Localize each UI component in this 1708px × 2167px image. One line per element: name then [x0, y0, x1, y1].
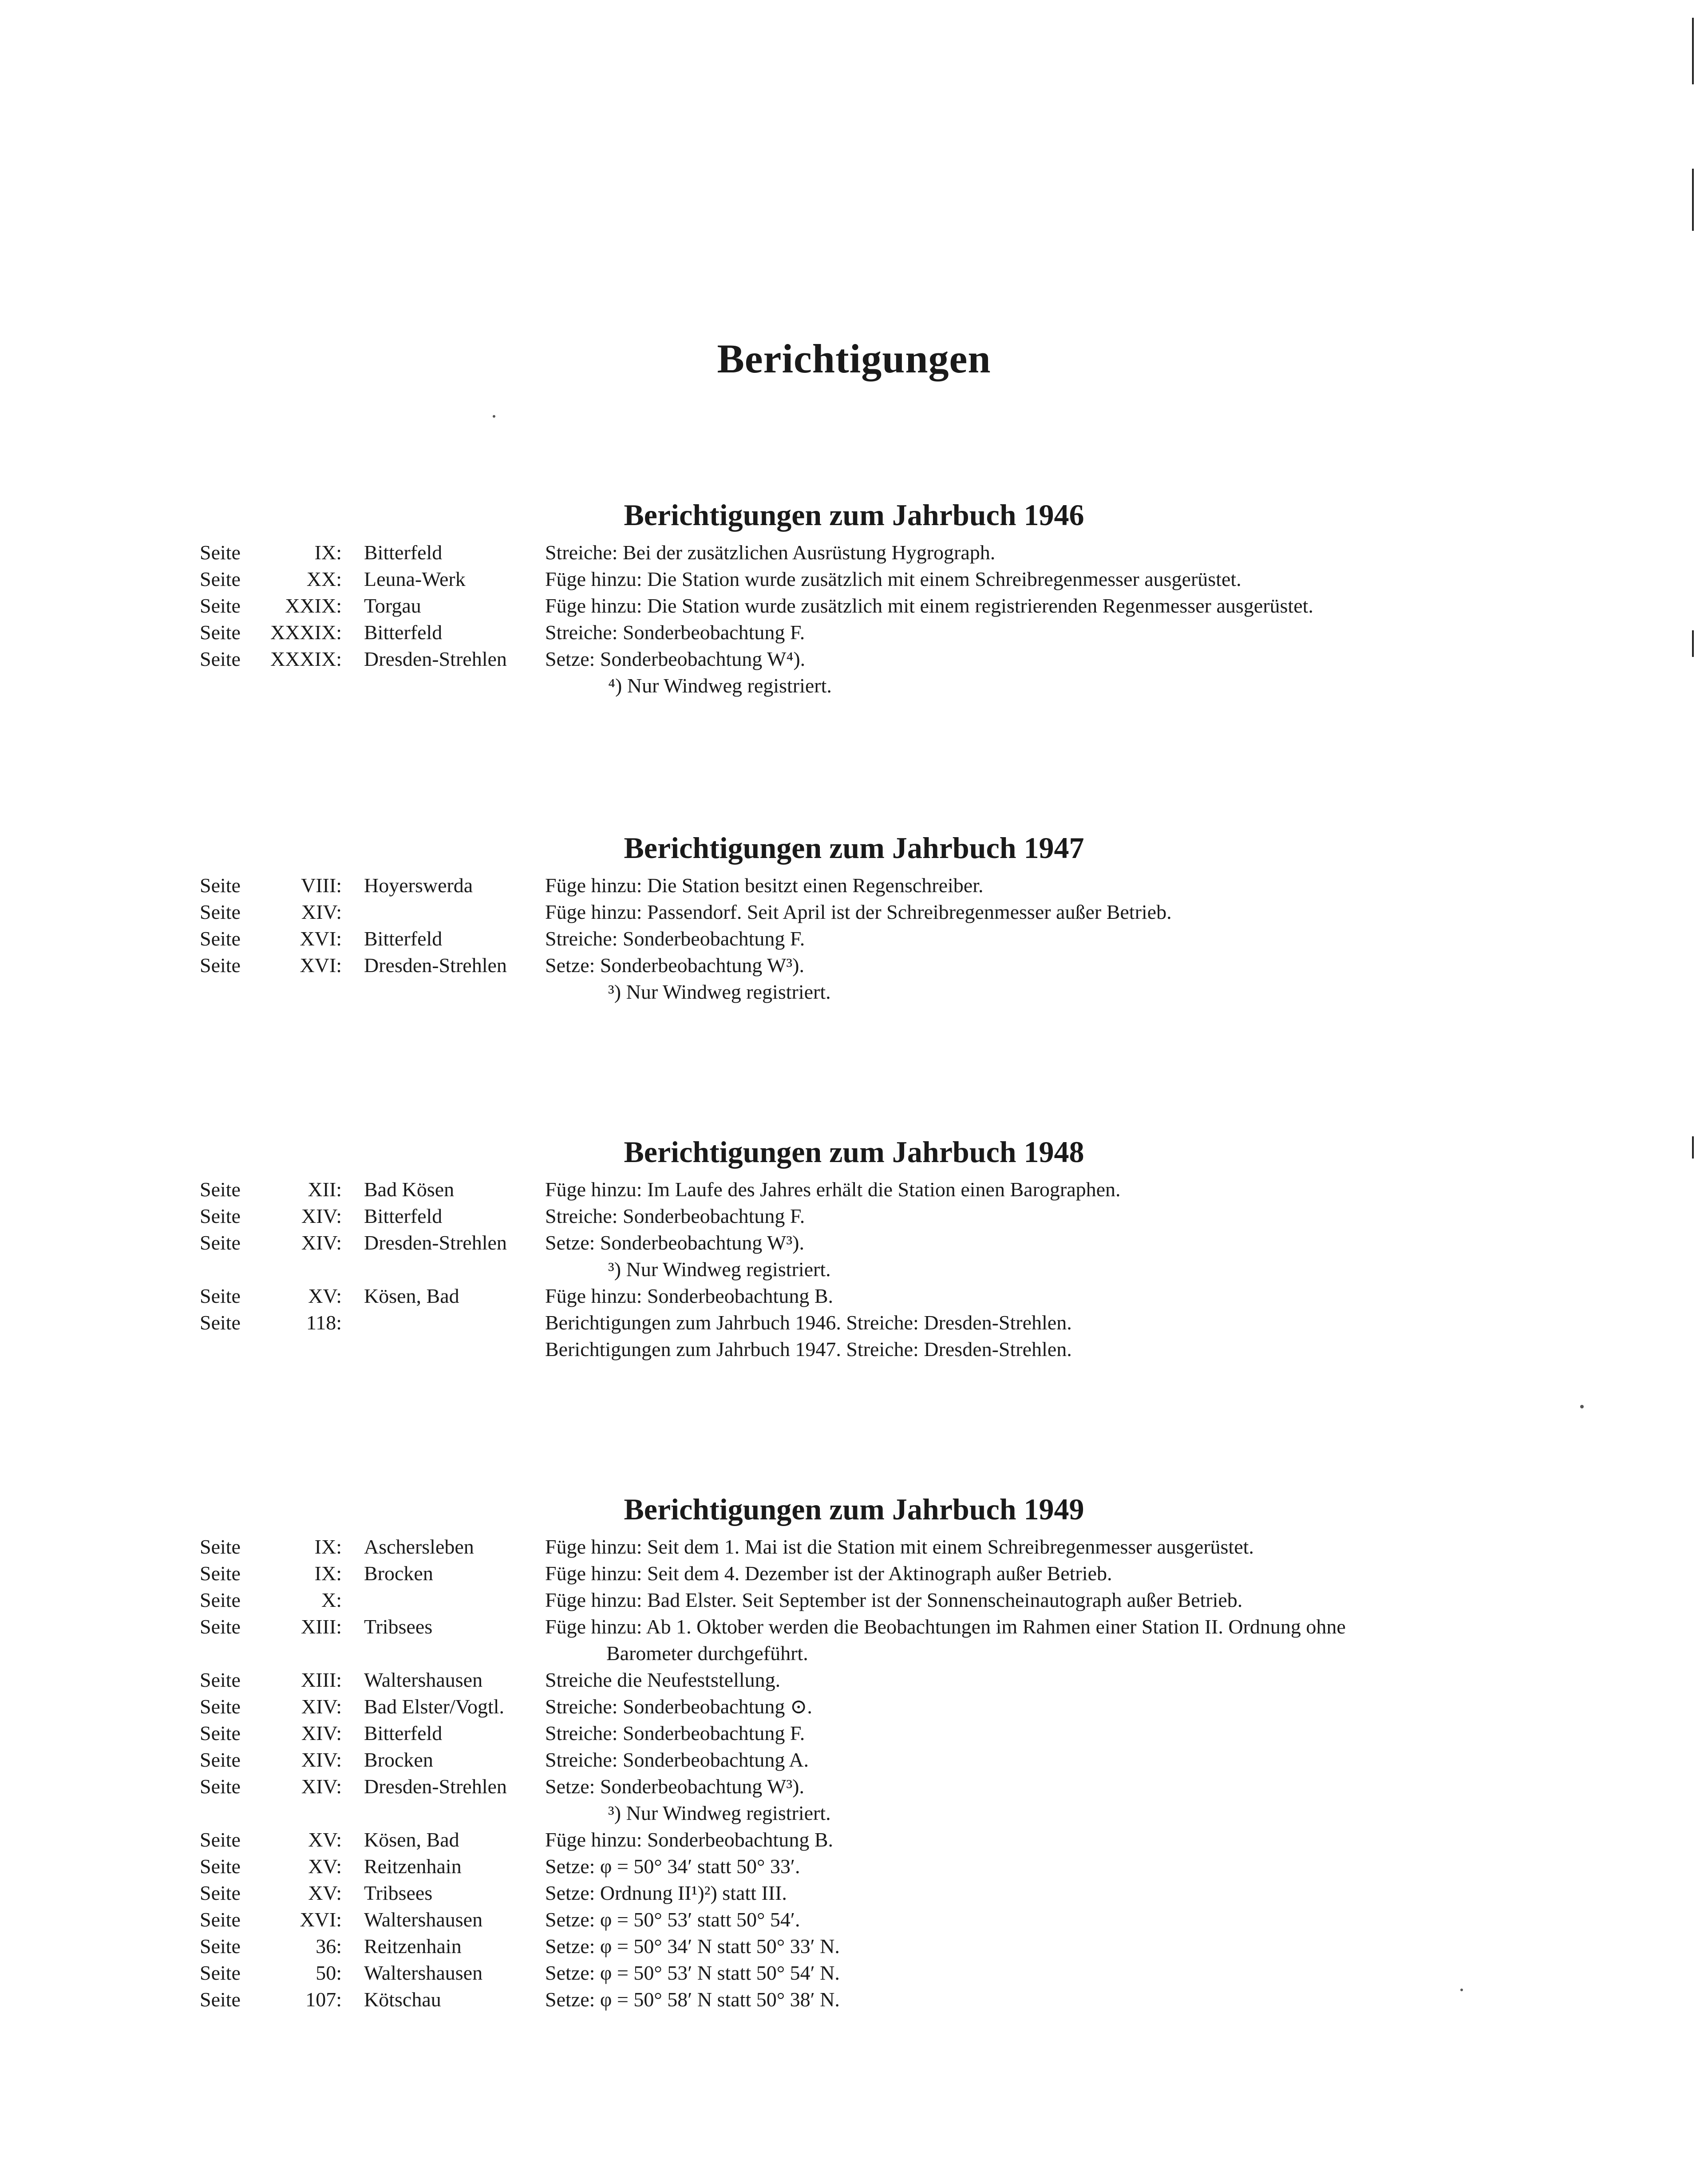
correction-text: Streiche: Sonderbeobachtung F. [545, 1205, 805, 1227]
correction-text: Setze: Sonderbeobachtung W³). [545, 1231, 804, 1254]
section-1946 [0, 490, 1708, 699]
place-name: Kötschau [364, 1988, 441, 2011]
seite-label: Seite [200, 1855, 241, 1878]
correction-text: Füge hinzu: Bad Elster. Seit September ist der Sonnenscheinautograph außer Betrieb. [545, 1589, 1243, 1611]
correction-text: Setze: φ = 50° 53′ N statt 50° 54′ N. [545, 1961, 840, 1984]
seite-label: Seite [200, 621, 241, 644]
page-number: 36: [316, 1935, 342, 1957]
correction-row [0, 1853, 1708, 1880]
correction-text: Füge hinzu: Sonderbeobachtung B. [545, 1285, 834, 1307]
correction-text-continuation: Barometer durchgeführt. [606, 1642, 808, 1665]
place-name: Bad Kösen [364, 1178, 455, 1201]
correction-row [0, 1933, 1708, 1960]
correction-row [0, 1960, 1708, 1986]
place-name: Bitterfeld [364, 1205, 443, 1227]
correction-text: Füge hinzu: Die Station besitzt einen Regenschreiber. [545, 874, 984, 897]
seite-label: Seite [200, 1669, 241, 1691]
page-number: VIII: [301, 874, 342, 897]
footnote-text: ³) Nur Windweg registriert. [608, 1802, 831, 1824]
place-name: Dresden-Strehlen [364, 954, 507, 977]
page-number: IX: [314, 1535, 342, 1558]
page-number: 118: [306, 1311, 342, 1334]
correction-text: Setze: φ = 50° 34′ statt 50° 33′. [545, 1855, 800, 1878]
correction-text: Streiche: Sonderbeobachtung F. [545, 621, 805, 644]
correction-row [0, 925, 1708, 952]
correction-text: Füge hinzu: Die Station wurde zusätzlich mit einem registrierenden Regenmesser ausgerüstet. [545, 594, 1313, 617]
correction-row [0, 1693, 1708, 1720]
correction-row [0, 646, 1708, 672]
section-1947 [0, 823, 1708, 1005]
correction-list [0, 1176, 1708, 1363]
seite-label: Seite [200, 1935, 241, 1957]
correction-list [0, 1534, 1708, 2013]
correction-text: Setze: φ = 50° 58′ N statt 50° 38′ N. [545, 1988, 840, 2011]
correction-text: Füge hinzu: Seit dem 4. Dezember ist der Aktinograph außer Betrieb. [545, 1562, 1112, 1585]
place-name: Torgau [364, 594, 421, 617]
page-number: XIV: [301, 1722, 342, 1744]
seite-label: Seite [200, 1748, 241, 1771]
correction-row [0, 593, 1708, 619]
place-name: Tribsees [364, 1615, 433, 1638]
seite-label: Seite [200, 901, 241, 923]
place-name: Bitterfeld [364, 927, 443, 950]
scan-edge-mark [1692, 18, 1694, 84]
footnote-text: ³) Nur Windweg registriert. [608, 981, 831, 1003]
correction-text: Füge hinzu: Die Station wurde zusätzlich mit einem Schreibregenmesser ausgerüstet. [545, 568, 1241, 590]
seite-label: Seite [200, 1231, 241, 1254]
correction-text: Setze: Sonderbeobachtung W³). [545, 1775, 804, 1798]
correction-text: Füge hinzu: Sonderbeobachtung B. [545, 1828, 834, 1851]
page-number: IX: [314, 1562, 342, 1585]
correction-list [0, 872, 1708, 1005]
page-number: XIV: [301, 1231, 342, 1254]
correction-row [0, 566, 1708, 593]
seite-label: Seite [200, 1615, 241, 1638]
correction-list [0, 539, 1708, 699]
correction-row [0, 872, 1708, 899]
seite-label: Seite [200, 568, 241, 590]
seite-label: Seite [200, 1205, 241, 1227]
place-name: Kösen, Bad [364, 1828, 459, 1851]
correction-row [0, 619, 1708, 646]
page-number: XXIX: [285, 594, 342, 617]
correction-text-line: Füge hinzu: Ab 1. Oktober werden die Beobachtungen im Rahmen einer Station II. Ordnung ohne [545, 1615, 1346, 1638]
page-number: XII: [308, 1178, 342, 1201]
correction-text: Streiche: Sonderbeobachtung ⊙. [545, 1695, 812, 1718]
place-name: Bitterfeld [364, 621, 443, 644]
page-number: 50: [316, 1961, 342, 1984]
seite-label: Seite [200, 1535, 241, 1558]
page-number: XVI: [300, 954, 342, 977]
page-number: XV: [308, 1855, 342, 1878]
scan-edge-mark [1692, 169, 1694, 231]
seite-label: Seite [200, 1695, 241, 1718]
section-heading: Berichtigungen zum Jahrbuch 1946 [624, 498, 1084, 532]
correction-row [0, 1560, 1708, 1587]
page-number: XXXIX: [270, 621, 342, 644]
page-number: XVI: [300, 1908, 342, 1931]
seite-label: Seite [200, 1562, 241, 1585]
section-heading: Berichtigungen zum Jahrbuch 1948 [624, 1135, 1084, 1169]
page-number: XV: [308, 1285, 342, 1307]
page-number: XIV: [301, 1695, 342, 1718]
place-name: Brocken [364, 1748, 433, 1771]
section-heading: Berichtigungen zum Jahrbuch 1947 [624, 831, 1084, 865]
correction-row [0, 1827, 1708, 1853]
correction-text: Streiche die Neufeststellung. [545, 1669, 781, 1691]
page-number: XV: [308, 1828, 342, 1851]
correction-text: Setze: Sonderbeobachtung W⁴). [545, 648, 806, 670]
correction-text: Berichtigungen zum Jahrbuch 1947. Streiche: Dresden-Strehlen. [545, 1338, 1072, 1360]
place-name: Waltershausen [364, 1961, 483, 1984]
correction-text: Streiche: Sonderbeobachtung F. [545, 1722, 805, 1744]
place-name: Dresden-Strehlen [364, 1775, 507, 1798]
page-title: Berichtigungen [717, 336, 991, 381]
page-number: XVI: [300, 927, 342, 950]
footnote-row [0, 672, 1708, 699]
correction-text: Setze: Ordnung II¹)²) statt III. [545, 1882, 787, 1904]
place-name: Hoyerswerda [364, 874, 473, 897]
correction-row [0, 1720, 1708, 1747]
place-name: Waltershausen [364, 1908, 483, 1931]
footnote-text: ⁴) Nur Windweg registriert. [608, 674, 832, 697]
correction-row [0, 1613, 1708, 1667]
seite-label: Seite [200, 1882, 241, 1904]
correction-text: Füge hinzu: Im Laufe des Jahres erhält die Station einen Barographen. [545, 1178, 1121, 1201]
place-name: Tribsees [364, 1882, 433, 1904]
seite-label: Seite [200, 927, 241, 950]
place-name: Waltershausen [364, 1669, 483, 1691]
place-name: Aschersleben [364, 1535, 474, 1558]
place-name: Bad Elster/Vogtl. [364, 1695, 505, 1718]
page-number: XIV: [301, 1205, 342, 1227]
page-number: XXXIX: [270, 648, 342, 670]
page-number: XIII: [301, 1669, 342, 1691]
correction-row [0, 1309, 1708, 1336]
seite-label: Seite [200, 594, 241, 617]
place-name: Reitzenhain [364, 1855, 462, 1878]
section-heading: Berichtigungen zum Jahrbuch 1949 [624, 1492, 1084, 1526]
seite-label: Seite [200, 1178, 241, 1201]
scan-edge-mark [1692, 630, 1694, 657]
correction-row [0, 1230, 1708, 1256]
continuation-row [0, 1336, 1708, 1363]
place-name: Leuna-Werk [364, 568, 466, 590]
page-number: XIV: [301, 901, 342, 923]
correction-text: Berichtigungen zum Jahrbuch 1946. Streiche: Dresden-Strehlen. [545, 1311, 1072, 1334]
footnote-text: ³) Nur Windweg registriert. [608, 1258, 831, 1281]
place-name: Bitterfeld [364, 541, 443, 564]
correction-text: Streiche: Bei der zusätzlichen Ausrüstung Hygrograph. [545, 541, 996, 564]
scan-speck [1580, 1405, 1584, 1408]
footnote-row [0, 979, 1708, 1005]
correction-text: Füge hinzu: Passendorf. Seit April ist der Schreibregenmesser außer Betrieb. [545, 901, 1172, 923]
correction-row [0, 1283, 1708, 1309]
place-name: Dresden-Strehlen [364, 648, 507, 670]
page-number: IX: [314, 541, 342, 564]
correction-text [545, 1613, 1495, 1667]
correction-row [0, 899, 1708, 925]
correction-row [0, 1534, 1708, 1560]
correction-row [0, 1773, 1708, 1800]
correction-row [0, 1986, 1708, 2013]
place-name: Kösen, Bad [364, 1285, 459, 1307]
page-number: XX: [306, 568, 342, 590]
correction-text: Setze: φ = 50° 53′ statt 50° 54′. [545, 1908, 800, 1931]
correction-row [0, 539, 1708, 566]
place-name: Bitterfeld [364, 1722, 443, 1744]
place-name: Reitzenhain [364, 1935, 462, 1957]
scan-speck [1460, 1989, 1463, 1991]
seite-label: Seite [200, 954, 241, 977]
correction-text: Setze: Sonderbeobachtung W³). [545, 954, 804, 977]
seite-label: Seite [200, 648, 241, 670]
page-number: XIV: [301, 1748, 342, 1771]
correction-row [0, 1880, 1708, 1906]
page-number: XIII: [301, 1615, 342, 1638]
seite-label: Seite [200, 1908, 241, 1931]
scan-speck [493, 415, 495, 418]
place-name: Brocken [364, 1562, 433, 1585]
correction-text: Streiche: Sonderbeobachtung A. [545, 1748, 809, 1771]
section-1949 [0, 1485, 1708, 2013]
seite-label: Seite [200, 1589, 241, 1611]
page-number: 107: [305, 1988, 342, 2011]
place-name: Dresden-Strehlen [364, 1231, 507, 1254]
correction-row [0, 1906, 1708, 1933]
footnote-row [0, 1800, 1708, 1827]
correction-text: Füge hinzu: Seit dem 1. Mai ist die Station mit einem Schreibregenmesser ausgerüstet. [545, 1535, 1254, 1558]
correction-text: Streiche: Sonderbeobachtung F. [545, 927, 805, 950]
page-number: XIV: [301, 1775, 342, 1798]
seite-label: Seite [200, 874, 241, 897]
seite-label: Seite [200, 541, 241, 564]
page-number: XV: [308, 1882, 342, 1904]
correction-row [0, 1176, 1708, 1203]
correction-row [0, 952, 1708, 979]
seite-label: Seite [200, 1961, 241, 1984]
correction-text: Setze: φ = 50° 34′ N statt 50° 33′ N. [545, 1935, 840, 1957]
section-1948 [0, 1127, 1708, 1363]
scan-edge-mark [1692, 1136, 1694, 1159]
correction-row [0, 1747, 1708, 1773]
seite-label: Seite [200, 1775, 241, 1798]
seite-label: Seite [200, 1311, 241, 1334]
correction-row [0, 1203, 1708, 1230]
seite-label: Seite [200, 1722, 241, 1744]
seite-label: Seite [200, 1285, 241, 1307]
footnote-row [0, 1256, 1708, 1283]
correction-row [0, 1667, 1708, 1693]
seite-label: Seite [200, 1828, 241, 1851]
correction-row [0, 1587, 1708, 1613]
page-number: X: [321, 1589, 342, 1611]
seite-label: Seite [200, 1988, 241, 2011]
